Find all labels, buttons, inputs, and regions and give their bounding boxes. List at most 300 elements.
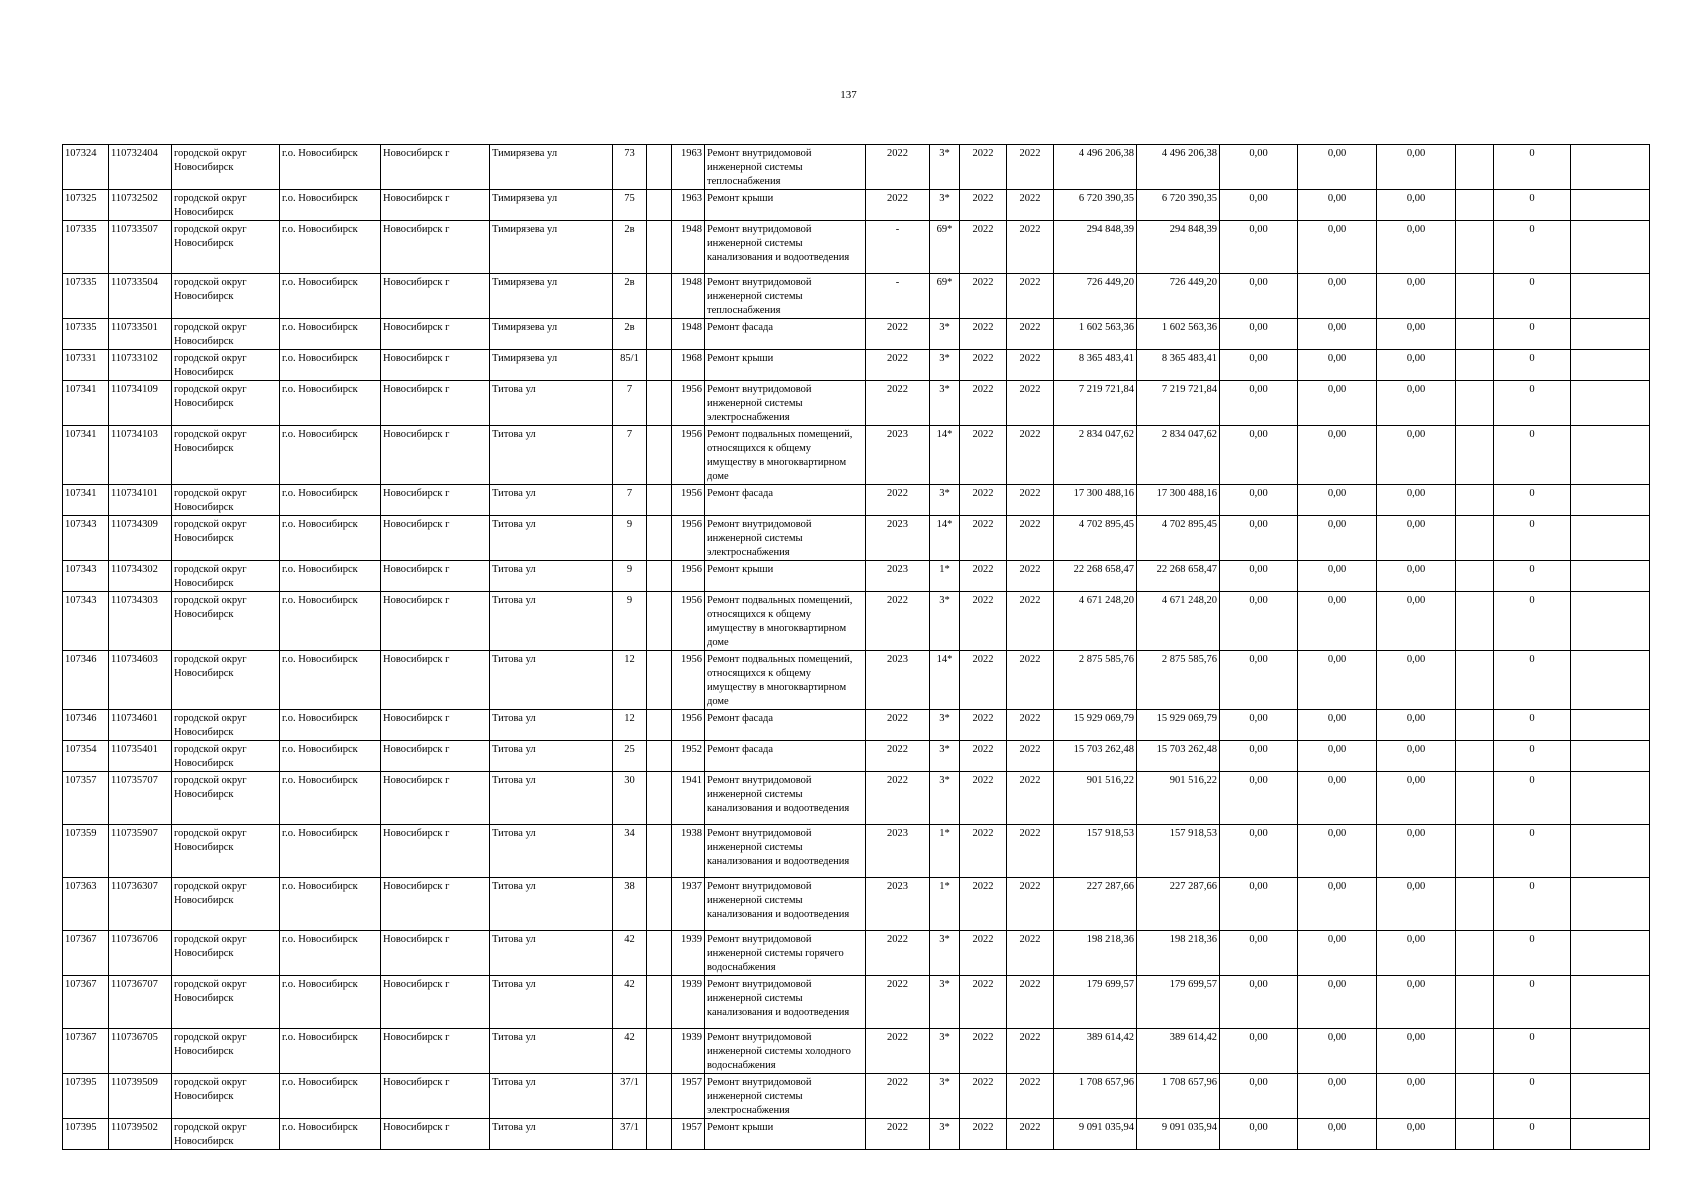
cell-municipality: городской округ Новосибирск bbox=[172, 319, 280, 350]
cell-settlement: Новосибирск г bbox=[381, 772, 490, 825]
cell-municipality: городской округ Новосибирск bbox=[172, 651, 280, 710]
cell-work-type: Ремонт внутридомовой инженерной системы канализования и водоотведения bbox=[705, 976, 866, 1029]
cell-start-year: 2022 bbox=[960, 741, 1007, 772]
cell-build-year: 1948 bbox=[672, 221, 705, 274]
cell-building-id: 107395 bbox=[63, 1119, 109, 1150]
cell-local-budget: 0,00 bbox=[1298, 381, 1377, 426]
cell-corpus bbox=[647, 516, 672, 561]
cell-work-type: Ремонт фасада bbox=[705, 485, 866, 516]
cell-quantity: 0 bbox=[1494, 485, 1571, 516]
cell-total-cost: 7 219 721,84 bbox=[1054, 381, 1137, 426]
cell-municipal-district: г.о. Новосибирск bbox=[280, 274, 381, 319]
cell-municipal-district: г.о. Новосибирск bbox=[280, 350, 381, 381]
cell-work-type: Ремонт внутридомовой инженерной системы теплоснабжения bbox=[705, 145, 866, 190]
cell-street: Титова ул bbox=[490, 878, 613, 931]
cell-end-year: 2022 bbox=[1007, 1119, 1054, 1150]
cell-corpus bbox=[647, 145, 672, 190]
cell-building-id: 107341 bbox=[63, 485, 109, 516]
cell-owners-funds: 0,00 bbox=[1377, 976, 1456, 1029]
cell-extra-col bbox=[1456, 561, 1494, 592]
cell-reason-code: 1* bbox=[930, 878, 960, 931]
cell-building-id: 107367 bbox=[63, 1029, 109, 1074]
cell-start-year: 2022 bbox=[960, 319, 1007, 350]
cell-house-number: 7 bbox=[613, 485, 647, 516]
cell-note bbox=[1571, 1074, 1650, 1119]
cell-reason-code: 3* bbox=[930, 741, 960, 772]
cell-settlement: Новосибирск г bbox=[381, 592, 490, 651]
cell-total-cost: 157 918,53 bbox=[1054, 825, 1137, 878]
cell-fund-cost: 227 287,66 bbox=[1137, 878, 1220, 931]
cell-fund-cost: 198 218,36 bbox=[1137, 931, 1220, 976]
cell-quantity: 0 bbox=[1494, 931, 1571, 976]
cell-fund-cost: 901 516,22 bbox=[1137, 772, 1220, 825]
cell-reason-code: 14* bbox=[930, 426, 960, 485]
table-row bbox=[63, 350, 1650, 381]
cell-municipality: городской округ Новосибирск bbox=[172, 145, 280, 190]
cell-owners-funds: 0,00 bbox=[1377, 592, 1456, 651]
cell-house-number: 73 bbox=[613, 145, 647, 190]
cell-municipal-district: г.о. Новосибирск bbox=[280, 710, 381, 741]
cell-work-type: Ремонт крыши bbox=[705, 190, 866, 221]
cell-work-type: Ремонт фасада bbox=[705, 319, 866, 350]
cell-build-year: 1963 bbox=[672, 190, 705, 221]
table-row bbox=[63, 651, 1650, 710]
cell-building-id: 107335 bbox=[63, 319, 109, 350]
cell-extra-col bbox=[1456, 1074, 1494, 1119]
cell-start-year: 2022 bbox=[960, 381, 1007, 426]
cell-end-year: 2022 bbox=[1007, 221, 1054, 274]
cell-end-year: 2022 bbox=[1007, 1029, 1054, 1074]
cell-owners-funds: 0,00 bbox=[1377, 878, 1456, 931]
cell-end-year: 2022 bbox=[1007, 772, 1054, 825]
cell-fund-cost: 157 918,53 bbox=[1137, 825, 1220, 878]
cell-local-budget: 0,00 bbox=[1298, 1029, 1377, 1074]
cell-house-number: 12 bbox=[613, 710, 647, 741]
cell-total-cost: 2 875 585,76 bbox=[1054, 651, 1137, 710]
cell-reason-code: 3* bbox=[930, 976, 960, 1029]
cell-municipality: городской округ Новосибирск bbox=[172, 381, 280, 426]
cell-work-type: Ремонт крыши bbox=[705, 561, 866, 592]
cell-regional-budget: 0,00 bbox=[1220, 381, 1298, 426]
cell-municipal-district: г.о. Новосибирск bbox=[280, 426, 381, 485]
cell-municipality: городской округ Новосибирск bbox=[172, 1029, 280, 1074]
cell-local-budget: 0,00 bbox=[1298, 561, 1377, 592]
cell-extra-col bbox=[1456, 145, 1494, 190]
cell-end-year: 2022 bbox=[1007, 651, 1054, 710]
cell-build-year: 1939 bbox=[672, 976, 705, 1029]
cell-street: Титова ул bbox=[490, 772, 613, 825]
cell-total-cost: 294 848,39 bbox=[1054, 221, 1137, 274]
cell-note bbox=[1571, 976, 1650, 1029]
cell-corpus bbox=[647, 350, 672, 381]
cell-build-year: 1956 bbox=[672, 651, 705, 710]
cell-municipal-district: г.о. Новосибирск bbox=[280, 741, 381, 772]
cell-corpus bbox=[647, 190, 672, 221]
cell-building-id: 107343 bbox=[63, 592, 109, 651]
cell-planned-year: 2022 bbox=[866, 381, 930, 426]
cell-start-year: 2022 bbox=[960, 976, 1007, 1029]
cell-extra-col bbox=[1456, 516, 1494, 561]
cell-planned-year: 2023 bbox=[866, 561, 930, 592]
cell-owners-funds: 0,00 bbox=[1377, 772, 1456, 825]
cell-work-id: 110736707 bbox=[109, 976, 172, 1029]
cell-end-year: 2022 bbox=[1007, 825, 1054, 878]
cell-work-type: Ремонт внутридомовой инженерной системы горячего водоснабжения bbox=[705, 931, 866, 976]
cell-end-year: 2022 bbox=[1007, 710, 1054, 741]
cell-extra-col bbox=[1456, 1119, 1494, 1150]
cell-street: Тимирязева ул bbox=[490, 145, 613, 190]
cell-planned-year: 2022 bbox=[866, 319, 930, 350]
cell-fund-cost: 4 496 206,38 bbox=[1137, 145, 1220, 190]
cell-municipal-district: г.о. Новосибирск bbox=[280, 931, 381, 976]
cell-municipal-district: г.о. Новосибирск bbox=[280, 592, 381, 651]
cell-planned-year: 2022 bbox=[866, 592, 930, 651]
cell-work-type: Ремонт внутридомовой инженерной системы канализования и водоотведения bbox=[705, 825, 866, 878]
cell-end-year: 2022 bbox=[1007, 592, 1054, 651]
cell-corpus bbox=[647, 592, 672, 651]
cell-local-budget: 0,00 bbox=[1298, 274, 1377, 319]
cell-total-cost: 8 365 483,41 bbox=[1054, 350, 1137, 381]
cell-note bbox=[1571, 485, 1650, 516]
cell-reason-code: 3* bbox=[930, 710, 960, 741]
cell-work-id: 110732404 bbox=[109, 145, 172, 190]
cell-reason-code: 3* bbox=[930, 381, 960, 426]
cell-owners-funds: 0,00 bbox=[1377, 651, 1456, 710]
cell-work-type: Ремонт внутридомовой инженерной системы канализования и водоотведения bbox=[705, 878, 866, 931]
cell-end-year: 2022 bbox=[1007, 145, 1054, 190]
cell-house-number: 85/1 bbox=[613, 350, 647, 381]
cell-municipality: городской округ Новосибирск bbox=[172, 190, 280, 221]
cell-start-year: 2022 bbox=[960, 516, 1007, 561]
cell-regional-budget: 0,00 bbox=[1220, 221, 1298, 274]
cell-start-year: 2022 bbox=[960, 931, 1007, 976]
cell-regional-budget: 0,00 bbox=[1220, 878, 1298, 931]
cell-work-type: Ремонт подвальных помещений, относящихся к общему имуществу в многоквартирном доме bbox=[705, 592, 866, 651]
cell-start-year: 2022 bbox=[960, 878, 1007, 931]
cell-local-budget: 0,00 bbox=[1298, 931, 1377, 976]
cell-work-id: 110735401 bbox=[109, 741, 172, 772]
cell-end-year: 2022 bbox=[1007, 274, 1054, 319]
cell-work-id: 110733504 bbox=[109, 274, 172, 319]
cell-work-id: 110734601 bbox=[109, 710, 172, 741]
table-row bbox=[63, 825, 1650, 878]
cell-quantity: 0 bbox=[1494, 825, 1571, 878]
cell-start-year: 2022 bbox=[960, 485, 1007, 516]
cell-house-number: 38 bbox=[613, 878, 647, 931]
cell-planned-year: 2022 bbox=[866, 1074, 930, 1119]
cell-owners-funds: 0,00 bbox=[1377, 710, 1456, 741]
cell-end-year: 2022 bbox=[1007, 931, 1054, 976]
cell-fund-cost: 8 365 483,41 bbox=[1137, 350, 1220, 381]
cell-total-cost: 4 671 248,20 bbox=[1054, 592, 1137, 651]
cell-local-budget: 0,00 bbox=[1298, 825, 1377, 878]
cell-start-year: 2022 bbox=[960, 772, 1007, 825]
cell-house-number: 37/1 bbox=[613, 1074, 647, 1119]
cell-note bbox=[1571, 651, 1650, 710]
cell-start-year: 2022 bbox=[960, 145, 1007, 190]
cell-reason-code: 3* bbox=[930, 592, 960, 651]
cell-owners-funds: 0,00 bbox=[1377, 561, 1456, 592]
cell-settlement: Новосибирск г bbox=[381, 825, 490, 878]
cell-house-number: 9 bbox=[613, 516, 647, 561]
cell-work-id: 110734309 bbox=[109, 516, 172, 561]
cell-quantity: 0 bbox=[1494, 426, 1571, 485]
cell-building-id: 107395 bbox=[63, 1074, 109, 1119]
cell-build-year: 1957 bbox=[672, 1074, 705, 1119]
cell-extra-col bbox=[1456, 190, 1494, 221]
cell-municipal-district: г.о. Новосибирск bbox=[280, 516, 381, 561]
cell-total-cost: 389 614,42 bbox=[1054, 1029, 1137, 1074]
cell-municipality: городской округ Новосибирск bbox=[172, 1119, 280, 1150]
cell-planned-year: 2022 bbox=[866, 350, 930, 381]
cell-build-year: 1956 bbox=[672, 516, 705, 561]
cell-owners-funds: 0,00 bbox=[1377, 741, 1456, 772]
cell-total-cost: 15 703 262,48 bbox=[1054, 741, 1137, 772]
cell-settlement: Новосибирск г bbox=[381, 145, 490, 190]
cell-building-id: 107367 bbox=[63, 931, 109, 976]
cell-start-year: 2022 bbox=[960, 592, 1007, 651]
cell-building-id: 107346 bbox=[63, 710, 109, 741]
cell-street: Титова ул bbox=[490, 516, 613, 561]
cell-corpus bbox=[647, 561, 672, 592]
cell-local-budget: 0,00 bbox=[1298, 485, 1377, 516]
cell-settlement: Новосибирск г bbox=[381, 190, 490, 221]
cell-settlement: Новосибирск г bbox=[381, 931, 490, 976]
cell-fund-cost: 2 875 585,76 bbox=[1137, 651, 1220, 710]
cell-reason-code: 3* bbox=[930, 145, 960, 190]
cell-house-number: 42 bbox=[613, 976, 647, 1029]
cell-corpus bbox=[647, 741, 672, 772]
cell-owners-funds: 0,00 bbox=[1377, 1029, 1456, 1074]
cell-corpus bbox=[647, 1119, 672, 1150]
cell-municipality: городской округ Новосибирск bbox=[172, 772, 280, 825]
cell-total-cost: 1 602 563,36 bbox=[1054, 319, 1137, 350]
cell-work-id: 110734103 bbox=[109, 426, 172, 485]
cell-building-id: 107343 bbox=[63, 561, 109, 592]
cell-municipal-district: г.о. Новосибирск bbox=[280, 976, 381, 1029]
cell-work-type: Ремонт внутридомовой инженерной системы теплоснабжения bbox=[705, 274, 866, 319]
cell-build-year: 1948 bbox=[672, 274, 705, 319]
table-row bbox=[63, 221, 1650, 274]
cell-building-id: 107341 bbox=[63, 381, 109, 426]
cell-build-year: 1956 bbox=[672, 710, 705, 741]
cell-work-type: Ремонт фасада bbox=[705, 710, 866, 741]
cell-work-id: 110735707 bbox=[109, 772, 172, 825]
cell-work-id: 110736706 bbox=[109, 931, 172, 976]
cell-municipal-district: г.о. Новосибирск bbox=[280, 381, 381, 426]
cell-planned-year: 2022 bbox=[866, 485, 930, 516]
cell-owners-funds: 0,00 bbox=[1377, 931, 1456, 976]
cell-municipal-district: г.о. Новосибирск bbox=[280, 319, 381, 350]
cell-settlement: Новосибирск г bbox=[381, 485, 490, 516]
cell-street: Титова ул bbox=[490, 381, 613, 426]
cell-note bbox=[1571, 561, 1650, 592]
cell-street: Титова ул bbox=[490, 710, 613, 741]
cell-settlement: Новосибирск г bbox=[381, 381, 490, 426]
cell-regional-budget: 0,00 bbox=[1220, 561, 1298, 592]
table-row bbox=[63, 592, 1650, 651]
cell-building-id: 107341 bbox=[63, 426, 109, 485]
cell-quantity: 0 bbox=[1494, 516, 1571, 561]
table-row bbox=[63, 710, 1650, 741]
cell-work-id: 110733102 bbox=[109, 350, 172, 381]
cell-extra-col bbox=[1456, 221, 1494, 274]
cell-work-type: Ремонт подвальных помещений, относящихся к общему имуществу в многоквартирном доме bbox=[705, 426, 866, 485]
cell-build-year: 1937 bbox=[672, 878, 705, 931]
cell-start-year: 2022 bbox=[960, 221, 1007, 274]
cell-total-cost: 17 300 488,16 bbox=[1054, 485, 1137, 516]
cell-street: Титова ул bbox=[490, 976, 613, 1029]
cell-quantity: 0 bbox=[1494, 772, 1571, 825]
cell-settlement: Новосибирск г bbox=[381, 426, 490, 485]
cell-regional-budget: 0,00 bbox=[1220, 1074, 1298, 1119]
cell-work-id: 110739502 bbox=[109, 1119, 172, 1150]
cell-start-year: 2022 bbox=[960, 1029, 1007, 1074]
cell-municipality: городской округ Новосибирск bbox=[172, 516, 280, 561]
cell-work-id: 110735907 bbox=[109, 825, 172, 878]
cell-work-type: Ремонт подвальных помещений, относящихся к общему имуществу в многоквартирном доме bbox=[705, 651, 866, 710]
cell-end-year: 2022 bbox=[1007, 516, 1054, 561]
cell-quantity: 0 bbox=[1494, 350, 1571, 381]
cell-end-year: 2022 bbox=[1007, 878, 1054, 931]
cell-start-year: 2022 bbox=[960, 825, 1007, 878]
cell-building-id: 107325 bbox=[63, 190, 109, 221]
cell-house-number: 75 bbox=[613, 190, 647, 221]
cell-house-number: 2в bbox=[613, 319, 647, 350]
cell-quantity: 0 bbox=[1494, 878, 1571, 931]
table-row bbox=[63, 1119, 1650, 1150]
cell-house-number: 42 bbox=[613, 931, 647, 976]
cell-end-year: 2022 bbox=[1007, 741, 1054, 772]
cell-corpus bbox=[647, 710, 672, 741]
cell-note bbox=[1571, 772, 1650, 825]
cell-house-number: 42 bbox=[613, 1029, 647, 1074]
cell-reason-code: 3* bbox=[930, 1074, 960, 1119]
cell-house-number: 25 bbox=[613, 741, 647, 772]
cell-regional-budget: 0,00 bbox=[1220, 516, 1298, 561]
cell-extra-col bbox=[1456, 878, 1494, 931]
cell-extra-col bbox=[1456, 976, 1494, 1029]
cell-quantity: 0 bbox=[1494, 651, 1571, 710]
cell-quantity: 0 bbox=[1494, 221, 1571, 274]
cell-reason-code: 3* bbox=[930, 1119, 960, 1150]
cell-house-number: 7 bbox=[613, 426, 647, 485]
cell-owners-funds: 0,00 bbox=[1377, 426, 1456, 485]
cell-build-year: 1956 bbox=[672, 485, 705, 516]
cell-owners-funds: 0,00 bbox=[1377, 274, 1456, 319]
table-row bbox=[63, 274, 1650, 319]
cell-note bbox=[1571, 381, 1650, 426]
cell-building-id: 107346 bbox=[63, 651, 109, 710]
cell-settlement: Новосибирск г bbox=[381, 319, 490, 350]
cell-quantity: 0 bbox=[1494, 319, 1571, 350]
work-register-table bbox=[62, 144, 1650, 1150]
cell-regional-budget: 0,00 bbox=[1220, 145, 1298, 190]
cell-planned-year: 2022 bbox=[866, 741, 930, 772]
cell-municipality: городской округ Новосибирск bbox=[172, 426, 280, 485]
cell-planned-year: 2023 bbox=[866, 516, 930, 561]
cell-settlement: Новосибирск г bbox=[381, 1119, 490, 1150]
cell-owners-funds: 0,00 bbox=[1377, 145, 1456, 190]
cell-corpus bbox=[647, 426, 672, 485]
cell-regional-budget: 0,00 bbox=[1220, 350, 1298, 381]
cell-street: Титова ул bbox=[490, 931, 613, 976]
cell-total-cost: 6 720 390,35 bbox=[1054, 190, 1137, 221]
cell-regional-budget: 0,00 bbox=[1220, 426, 1298, 485]
cell-extra-col bbox=[1456, 772, 1494, 825]
cell-total-cost: 15 929 069,79 bbox=[1054, 710, 1137, 741]
cell-local-budget: 0,00 bbox=[1298, 319, 1377, 350]
table-row bbox=[63, 878, 1650, 931]
cell-planned-year: 2023 bbox=[866, 426, 930, 485]
cell-local-budget: 0,00 bbox=[1298, 976, 1377, 1029]
cell-house-number: 37/1 bbox=[613, 1119, 647, 1150]
cell-regional-budget: 0,00 bbox=[1220, 976, 1298, 1029]
cell-building-id: 107335 bbox=[63, 274, 109, 319]
cell-end-year: 2022 bbox=[1007, 426, 1054, 485]
cell-start-year: 2022 bbox=[960, 274, 1007, 319]
cell-total-cost: 901 516,22 bbox=[1054, 772, 1137, 825]
cell-extra-col bbox=[1456, 592, 1494, 651]
cell-building-id: 107367 bbox=[63, 976, 109, 1029]
cell-street: Тимирязева ул bbox=[490, 319, 613, 350]
cell-extra-col bbox=[1456, 426, 1494, 485]
cell-build-year: 1956 bbox=[672, 592, 705, 651]
cell-municipality: городской округ Новосибирск bbox=[172, 350, 280, 381]
cell-start-year: 2022 bbox=[960, 190, 1007, 221]
cell-reason-code: 1* bbox=[930, 825, 960, 878]
cell-work-id: 110736307 bbox=[109, 878, 172, 931]
cell-note bbox=[1571, 825, 1650, 878]
cell-fund-cost: 4 671 248,20 bbox=[1137, 592, 1220, 651]
cell-municipality: городской округ Новосибирск bbox=[172, 274, 280, 319]
cell-start-year: 2022 bbox=[960, 651, 1007, 710]
cell-extra-col bbox=[1456, 741, 1494, 772]
cell-street: Титова ул bbox=[490, 592, 613, 651]
cell-planned-year: - bbox=[866, 221, 930, 274]
cell-local-budget: 0,00 bbox=[1298, 1074, 1377, 1119]
cell-street: Титова ул bbox=[490, 1119, 613, 1150]
cell-work-type: Ремонт фасада bbox=[705, 741, 866, 772]
cell-work-type: Ремонт внутридомовой инженерной системы электроснабжения bbox=[705, 516, 866, 561]
cell-quantity: 0 bbox=[1494, 1029, 1571, 1074]
cell-fund-cost: 294 848,39 bbox=[1137, 221, 1220, 274]
cell-planned-year: - bbox=[866, 274, 930, 319]
cell-quantity: 0 bbox=[1494, 274, 1571, 319]
cell-municipal-district: г.о. Новосибирск bbox=[280, 190, 381, 221]
cell-building-id: 107343 bbox=[63, 516, 109, 561]
cell-municipal-district: г.о. Новосибирск bbox=[280, 221, 381, 274]
cell-work-type: Ремонт внутридомовой инженерной системы холодного водоснабжения bbox=[705, 1029, 866, 1074]
cell-quantity: 0 bbox=[1494, 190, 1571, 221]
cell-planned-year: 2023 bbox=[866, 651, 930, 710]
cell-work-type: Ремонт внутридомовой инженерной системы канализования и водоотведения bbox=[705, 772, 866, 825]
table-row bbox=[63, 931, 1650, 976]
cell-work-id: 110739509 bbox=[109, 1074, 172, 1119]
cell-municipality: городской округ Новосибирск bbox=[172, 710, 280, 741]
cell-municipality: городской округ Новосибирск bbox=[172, 221, 280, 274]
cell-local-budget: 0,00 bbox=[1298, 145, 1377, 190]
cell-building-id: 107331 bbox=[63, 350, 109, 381]
cell-regional-budget: 0,00 bbox=[1220, 710, 1298, 741]
cell-house-number: 7 bbox=[613, 381, 647, 426]
cell-municipality: городской округ Новосибирск bbox=[172, 825, 280, 878]
cell-build-year: 1957 bbox=[672, 1119, 705, 1150]
cell-extra-col bbox=[1456, 825, 1494, 878]
cell-total-cost: 4 496 206,38 bbox=[1054, 145, 1137, 190]
cell-regional-budget: 0,00 bbox=[1220, 1119, 1298, 1150]
cell-reason-code: 3* bbox=[930, 772, 960, 825]
